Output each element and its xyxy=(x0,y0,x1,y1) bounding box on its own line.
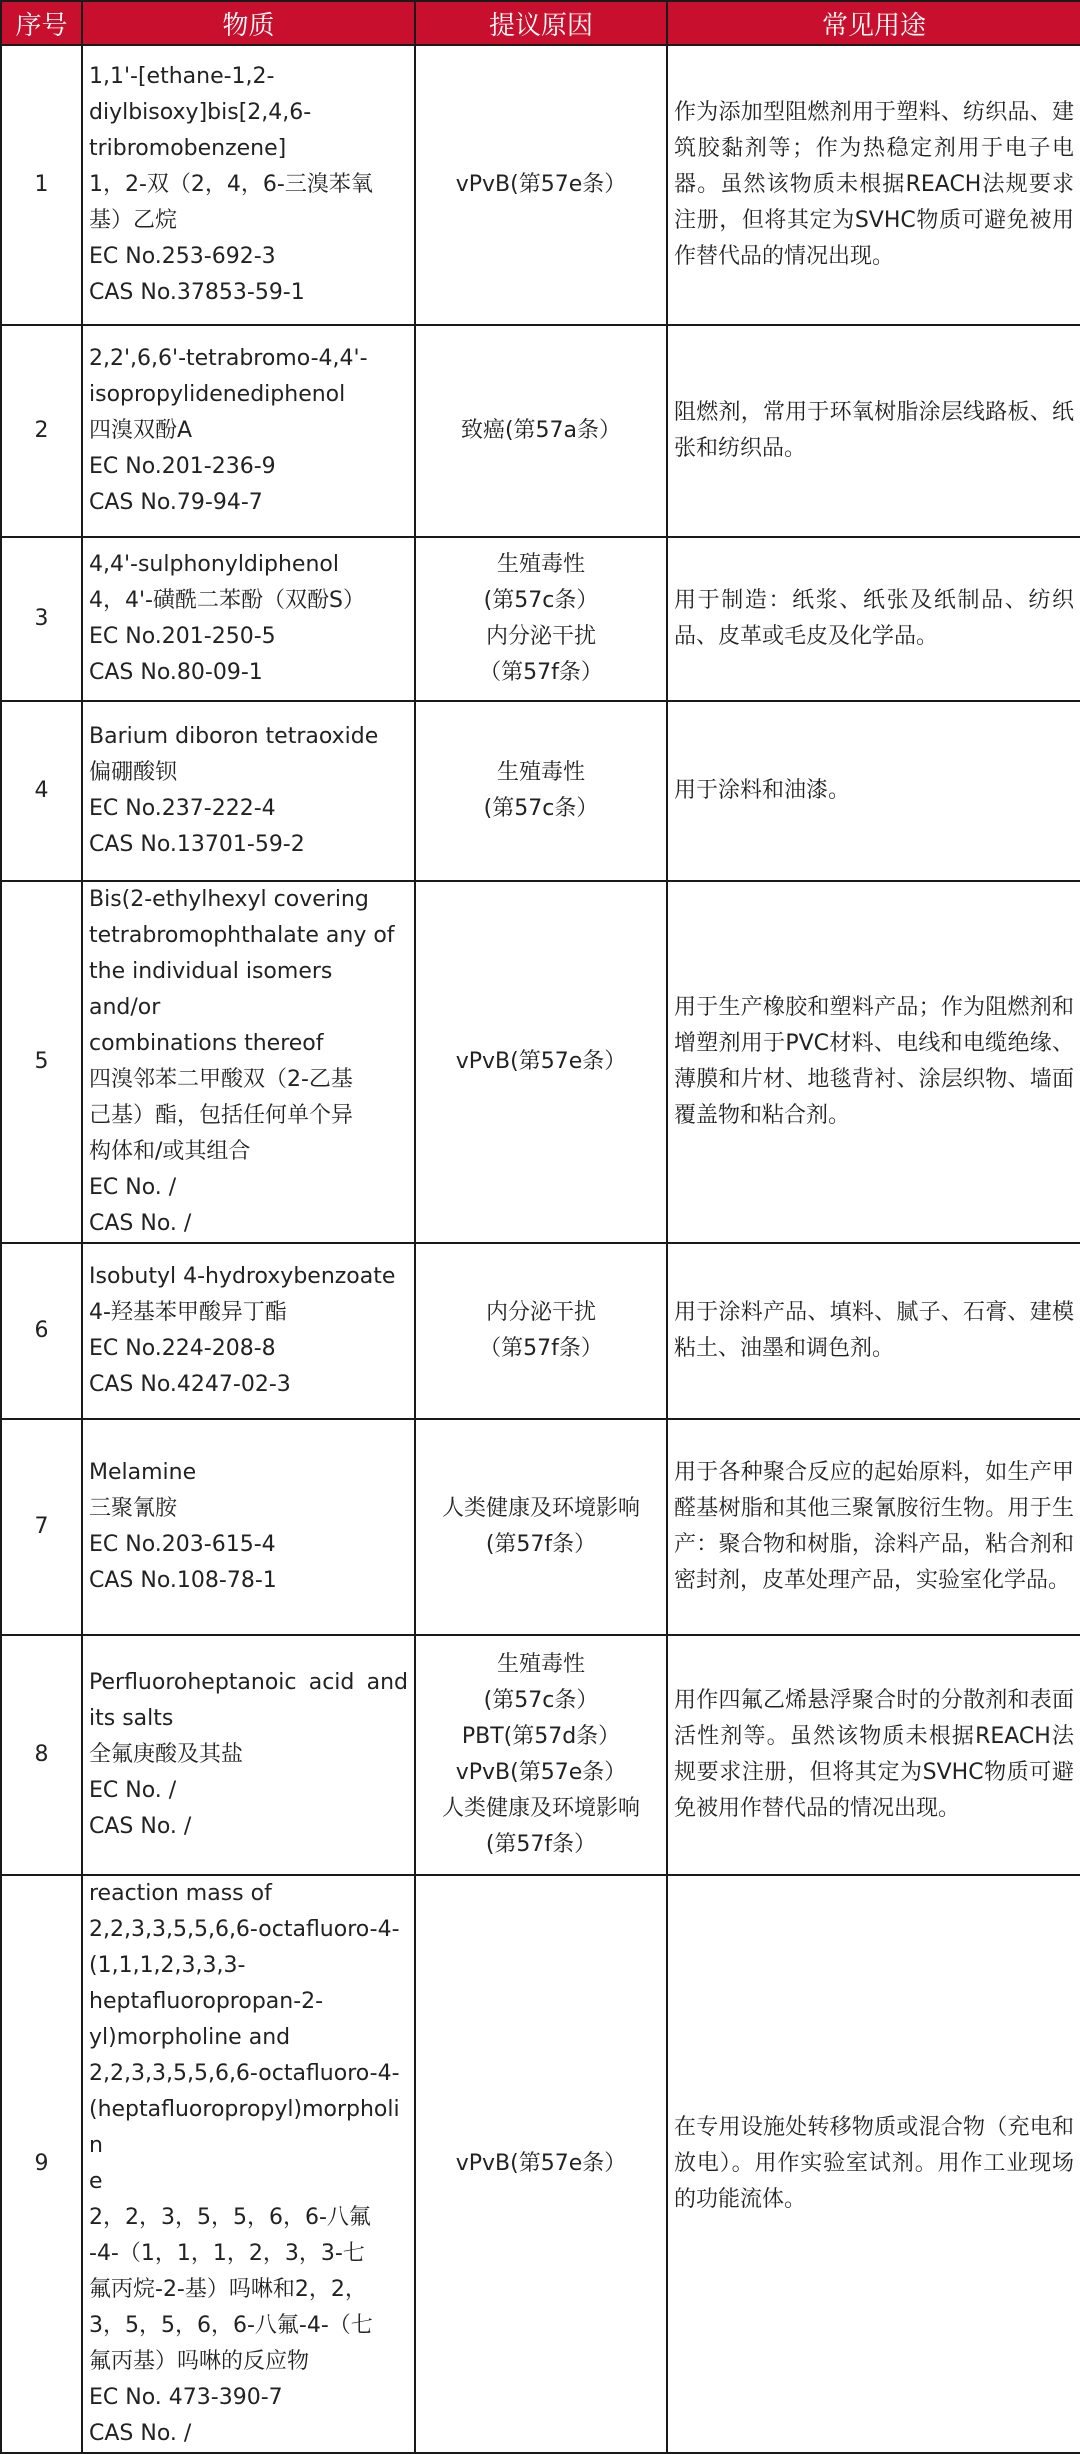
substance-line: CAS No.108-78-1 xyxy=(89,1568,277,1593)
reason-line: (第57c条） xyxy=(483,588,599,613)
reason-cell xyxy=(415,325,667,537)
use-cell: 用于各种聚合反应的起始原料，如生产甲醛基树脂和其他三聚氰胺衍生物。用于生产：聚合物和树脂，涂料产品，粘合剂和密封剂，皮革处理产品，实验室化学品。 xyxy=(667,1419,1080,1635)
substance-line: 3，5，5，6，6-八氟-4-（七 xyxy=(89,2313,373,2338)
substance-cell xyxy=(82,1875,415,2453)
reason-line: vPvB(第57e条） xyxy=(455,1049,627,1074)
substance-line: (1,1,1,2,3,3,3- xyxy=(89,1953,246,1978)
substance-line: 基）乙烷 xyxy=(89,208,178,233)
reason-line: 内分泌干扰 xyxy=(485,624,596,649)
substance-cell xyxy=(82,1635,415,1875)
header-row xyxy=(1,1,1080,45)
substance-line: Isobutyl 4-hydroxybenzoate xyxy=(89,1264,396,1289)
substance-line: Bis(2-ethylhexyl covering xyxy=(89,887,369,912)
substance-line: EC No.203-615-4 xyxy=(89,1532,276,1557)
substance-line: CAS No. / xyxy=(89,1211,192,1236)
substance-line: EC No. 473-390-7 xyxy=(89,2385,283,2410)
substance-line: yl)morpholine and xyxy=(89,2025,291,2050)
reason-line: 人类健康及环境影响 xyxy=(441,1496,640,1521)
substance-line: 全氟庚酸及其盐 xyxy=(89,1742,244,1767)
substance-line: EC No. / xyxy=(89,1175,177,1200)
substance-line: its salts xyxy=(89,1706,174,1731)
reason-line: 人类健康及环境影响 xyxy=(441,1796,640,1821)
header-use: 常见用途 xyxy=(667,1,1080,45)
substance-cell xyxy=(82,1243,415,1419)
substance-line: Melamine xyxy=(89,1460,197,1485)
substance-cell xyxy=(82,1419,415,1635)
substance-line: EC No.237-222-4 xyxy=(89,796,276,821)
substance-line: EC No.201-236-9 xyxy=(89,454,276,479)
substance-line: -4-（1，1，1，2，3，3-七 xyxy=(89,2241,365,2266)
substance-line: 2,2',6,6'-tetrabromo-4,4'- xyxy=(89,346,368,371)
reason-cell xyxy=(415,1875,667,2453)
row-number: 2 xyxy=(1,325,82,537)
reason-line: 致癌(第57a条） xyxy=(460,418,622,443)
use-cell: 用于生产橡胶和塑料产品；作为阻燃剂和增塑剂用于PVC材料、电线和电缆绝缘、薄膜和片材、地毯背衬、涂层织物、墙面覆盖物和粘合剂。 xyxy=(667,881,1080,1243)
reason-line: 生殖毒性 xyxy=(496,760,585,785)
table-body xyxy=(1,45,1080,2453)
reason-line: （第57f条） xyxy=(479,660,603,685)
substance-line: (heptafluoropropyl)morpholin xyxy=(89,2097,400,2158)
substance-line: EC No.201-250-5 xyxy=(89,624,276,649)
use-cell: 阻燃剂，常用于环氧树脂涂层线路板、纸张和纺织品。 xyxy=(667,325,1080,537)
reason-line: (第57c条） xyxy=(483,1688,599,1713)
reason-line: (第57c条） xyxy=(483,796,599,821)
table-row xyxy=(1,325,1080,537)
substance-line: 4-羟基苯甲酸异丁酯 xyxy=(89,1300,287,1325)
row-number: 1 xyxy=(1,45,82,325)
use-cell: 在专用设施处转移物质或混合物（充电和放电）。用作实验室试剂。用作工业现场的功能流体。 xyxy=(667,1875,1080,2453)
substance-line: EC No.253-692-3 xyxy=(89,244,276,269)
substance-line: 四溴邻苯二甲酸双（2-乙基 xyxy=(89,1067,353,1092)
header-substance: 物质 xyxy=(82,1,415,45)
reason-cell xyxy=(415,881,667,1243)
substance-line: EC No. / xyxy=(89,1778,177,1803)
substance-line: Perfluoroheptanoic acid and xyxy=(89,1670,408,1695)
substance-line: the individual isomers and/or xyxy=(89,959,333,1020)
substance-line: CAS No. / xyxy=(89,2421,192,2446)
table-row xyxy=(1,1419,1080,1635)
reason-line: 生殖毒性 xyxy=(496,1652,585,1677)
table-row xyxy=(1,1243,1080,1419)
substance-line: CAS No.13701-59-2 xyxy=(89,832,305,857)
substance-line: isopropylidenediphenol xyxy=(89,382,346,407)
substance-line: 三聚氰胺 xyxy=(89,1496,178,1521)
substance-line: CAS No.80-09-1 xyxy=(89,660,263,685)
header-reason: 提议原因 xyxy=(415,1,667,45)
substance-line: 2，2，3，5，5，6，6-八氟 xyxy=(89,2205,371,2230)
table-row xyxy=(1,1875,1080,2453)
substance-line: 1,1'-[ethane-1,2- xyxy=(89,64,275,89)
reason-line: （第57f条） xyxy=(479,1336,603,1361)
substance-line: 氟丙烷-2-基）吗啉和2，2， xyxy=(89,2277,367,2302)
substance-line: tetrabromophthalate any of xyxy=(89,923,395,948)
substance-line: CAS No. / xyxy=(89,1814,192,1839)
row-number: 6 xyxy=(1,1243,82,1419)
reason-cell xyxy=(415,1419,667,1635)
reason-cell xyxy=(415,1635,667,1875)
substance-line: combinations thereof xyxy=(89,1031,324,1056)
substance-line: 构体和/或其组合 xyxy=(89,1139,251,1164)
substance-line: 2,2,3,3,5,5,6,6-octafluoro-4- xyxy=(89,1917,400,1942)
table-row xyxy=(1,701,1080,881)
substance-line: Barium diboron tetraoxide xyxy=(89,724,379,749)
row-number: 7 xyxy=(1,1419,82,1635)
reason-cell xyxy=(415,45,667,325)
reason-cell xyxy=(415,537,667,701)
substance-line: 己基）酯，包括任何单个异 xyxy=(89,1103,354,1128)
substance-cell xyxy=(82,537,415,701)
use-cell: 用于制造：纸浆、纸张及纸制品、纺织品、皮革或毛皮及化学品。 xyxy=(667,537,1080,701)
row-number: 4 xyxy=(1,701,82,881)
substance-line: CAS No.79-94-7 xyxy=(89,490,263,515)
reason-line: vPvB(第57e条） xyxy=(455,2151,627,2176)
reason-line: vPvB(第57e条） xyxy=(455,172,627,197)
row-number: 9 xyxy=(1,1875,82,2453)
table-row xyxy=(1,537,1080,701)
reason-line: (第57f条） xyxy=(485,1832,597,1857)
substance-cell xyxy=(82,701,415,881)
substance-cell xyxy=(82,325,415,537)
header-no: 序号 xyxy=(1,1,82,45)
substance-line: tribromobenzene] xyxy=(89,136,287,161)
use-cell: 用于涂料和油漆。 xyxy=(667,701,1080,881)
substance-line: 四溴双酚A xyxy=(89,418,193,443)
substance-line: EC No.224-208-8 xyxy=(89,1336,276,1361)
reason-cell xyxy=(415,1243,667,1419)
reason-line: PBT(第57d条） xyxy=(461,1724,621,1749)
substance-line: 2,2,3,3,5,5,6,6-octafluoro-4- xyxy=(89,2061,400,2086)
row-number: 3 xyxy=(1,537,82,701)
substance-line: CAS No.4247-02-3 xyxy=(89,1372,291,1397)
reason-line: 生殖毒性 xyxy=(496,552,585,577)
substance-line: e xyxy=(89,2169,103,2194)
substance-line: 氟丙基）吗啉的反应物 xyxy=(89,2349,310,2374)
substance-line: CAS No.37853-59-1 xyxy=(89,280,305,305)
reason-line: vPvB(第57e条） xyxy=(455,1760,627,1785)
table-row xyxy=(1,45,1080,325)
substance-cell xyxy=(82,45,415,325)
use-cell: 用作四氟乙烯悬浮聚合时的分散剂和表面活性剂等。虽然该物质未根据REACH法规要求注册，但将其定为SVHC物质可避免被用作替代品的情况出现。 xyxy=(667,1635,1080,1875)
use-cell: 作为添加型阻燃剂用于塑料、纺织品、建筑胶黏剂等；作为热稳定剂用于电子电器。虽然该物质未根据REACH法规要求注册，但将其定为SVHC物质可避免被用作替代品的情况出现。 xyxy=(667,45,1080,325)
row-number: 8 xyxy=(1,1635,82,1875)
table-row xyxy=(1,1635,1080,1875)
reason-line: 内分泌干扰 xyxy=(485,1300,596,1325)
reason-line: (第57f条） xyxy=(485,1532,597,1557)
row-number: 5 xyxy=(1,881,82,1243)
reason-cell xyxy=(415,701,667,881)
substance-line: 偏硼酸钡 xyxy=(89,760,178,785)
substance-line: 4，4'-磺酰二苯酚（双酚S） xyxy=(89,588,365,613)
table-row xyxy=(1,881,1080,1243)
substance-cell xyxy=(82,881,415,1243)
substance-line: diylbisoxy]bis[2,4,6- xyxy=(89,100,312,125)
substance-line: 4,4'-sulphonyldiphenol xyxy=(89,552,339,577)
substance-line: heptafluoropropan-2- xyxy=(89,1989,324,2014)
substance-line: 1，2-双（2，4，6-三溴苯氧 xyxy=(89,172,373,197)
substance-line: reaction mass of xyxy=(89,1881,272,1906)
use-cell: 用于涂料产品、填料、腻子、石膏、建模粘土、油墨和调色剂。 xyxy=(667,1243,1080,1419)
